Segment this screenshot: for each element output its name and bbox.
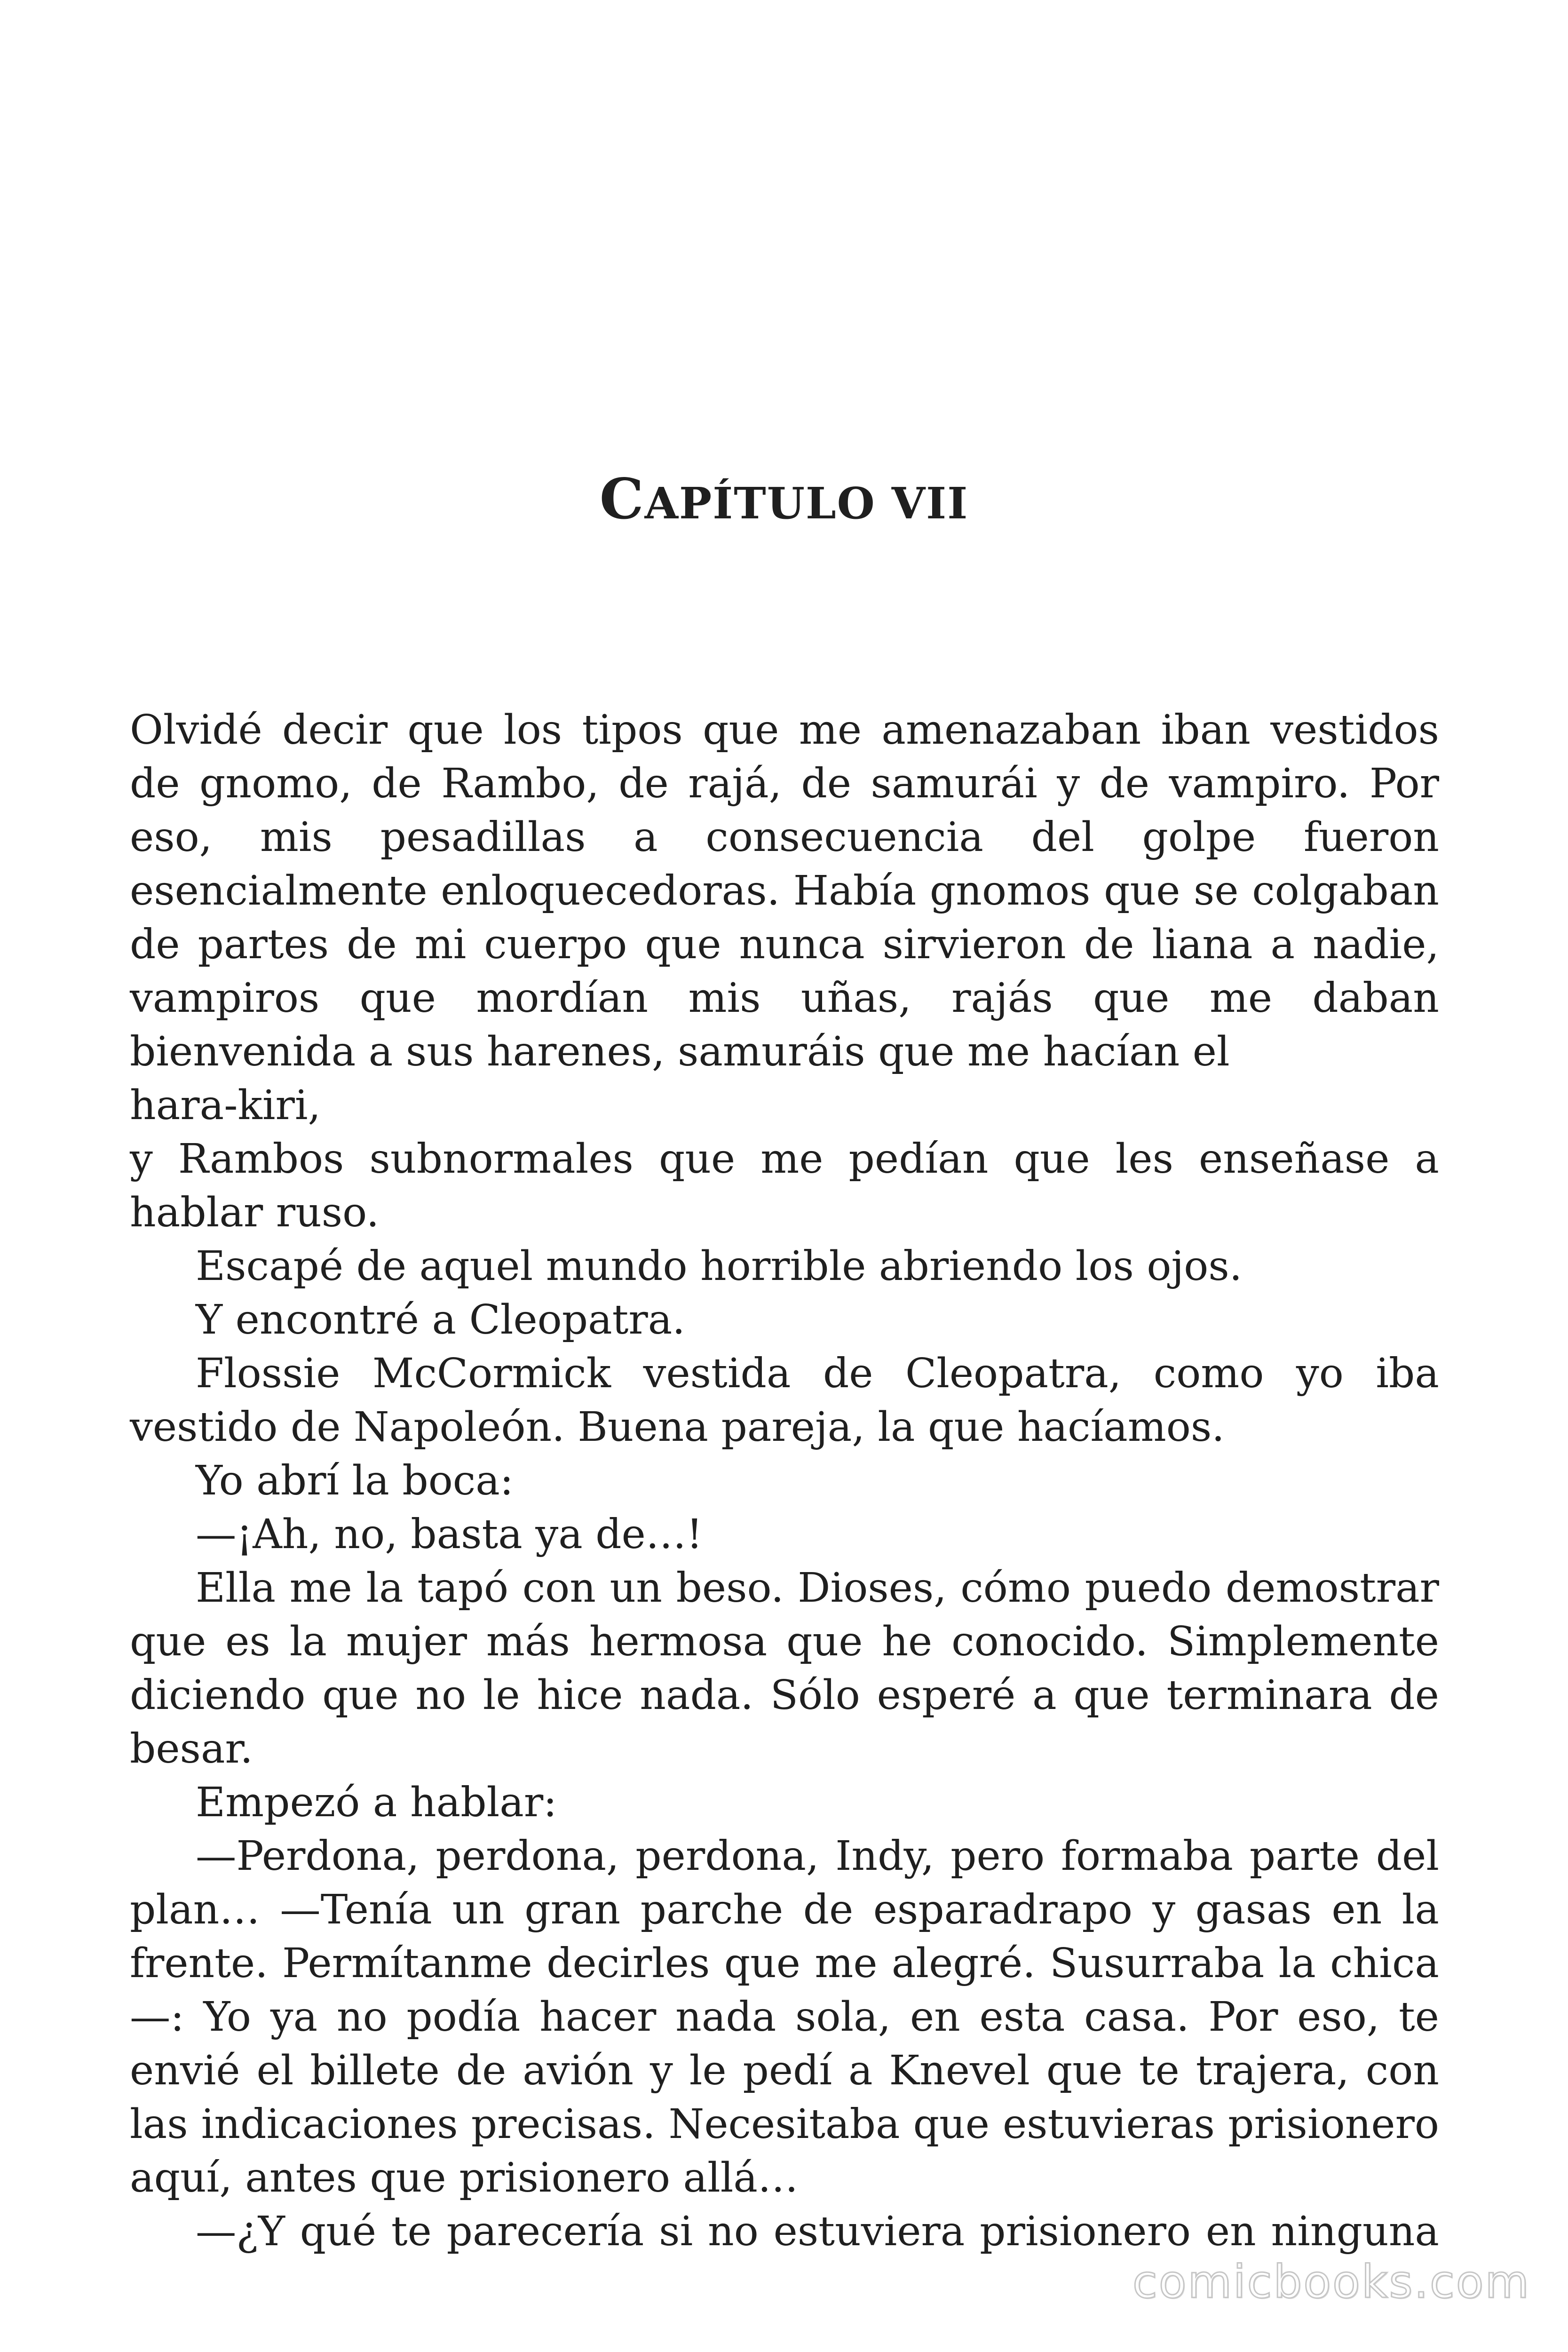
paragraph: —Perdona, perdona, perdona, Indy, pero formaba parte del plan… —Tenía un gran parche de esparadrapo y gasas en la frente. Permítanme decirles que me alegré. Susurraba la chica—: Yo ya no podía hacer nada sola, en esta casa. Por eso, te envié el billete de avión y le pedí a Knevel que te trajera, con las indicaciones precisas. Necesitaba que estuvieras prisionero aquí, antes que prisionero allá… (130, 1833, 1439, 2201)
paragraph: Yo abrí la boca: (196, 1457, 514, 1504)
paragraph: hara-kiri, (130, 1082, 321, 1129)
chapter-title (0, 466, 1568, 532)
paragraph: Ella me la tapó con un beso. Dioses, cómo puedo demostrar que es la mujer más hermosa que he conocido. Simplemente diciendo que no le hice nada. Sólo esperé a que terminara de besar. (130, 1565, 1439, 1772)
chapter-body (130, 703, 1439, 2258)
paragraph: Flossie McCormick vestida de Cleopatra, como yo iba vestido de Napoleón. Buena pareja, la que hacíamos. (130, 1350, 1439, 1451)
watermark: comicbooks.com (1132, 2256, 1530, 2308)
chapter-title-rest: APÍTULO VII (644, 478, 969, 529)
chapter-title-initial: C (599, 466, 645, 532)
paragraph: —¡Ah, no, basta ya de…! (196, 1511, 703, 1558)
paragraph: Y encontré a Cleopatra. (196, 1296, 685, 1343)
paragraph: Escapé de aquel mundo horrible abriendo los ojos. (196, 1243, 1243, 1290)
paragraph: —¿Y qué te parecería si no estuviera prisionero en ninguna (196, 2208, 1439, 2255)
paragraph: Empezó a hablar: (196, 1779, 557, 1826)
paragraph: Olvidé decir que los tipos que me amenazaban iban vestidos de gnomo, de Rambo, de rajá, de samurái y de vampiro. Por eso, mis pesadillas a consecuencia del golpe fueron esencialmente enloquecedoras. Había gnomos que se colgaban de partes de mi cuerpo que nunca sirvieron de liana a nadie, vampiros que mordían mis uñas, rajás que me daban bienvenida a sus harenes, samuráis que me hacían el (130, 707, 1439, 1075)
paragraph: y Rambos subnormales que me pedían que les enseñase a hablar ruso. (130, 1136, 1439, 1236)
